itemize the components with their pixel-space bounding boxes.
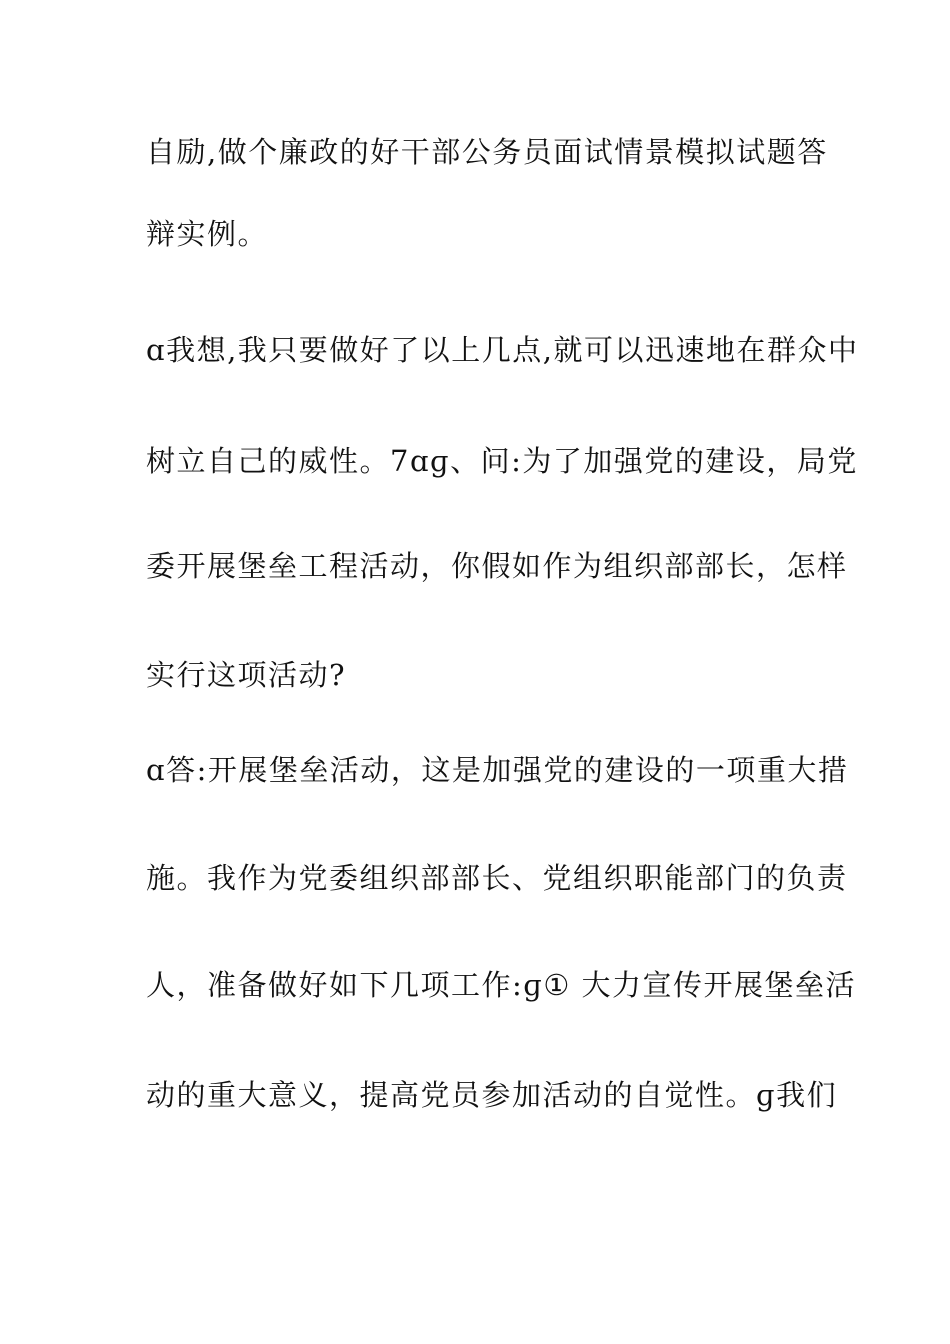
text-line: 辩实例。	[146, 217, 269, 251]
text-line: ɑ答:开展堡垒活动，这是加强党的建设的一项重大措	[146, 753, 849, 787]
text-line: ɑ我想,我只要做好了以上几点,就可以迅速地在群众中	[146, 333, 859, 367]
text-line: 委开展堡垒工程活动，你假如作为组织部部长，怎样	[146, 549, 848, 583]
text-line: 树立自己的威性。7ɑɡ、问:为了加强党的建设，局党	[146, 444, 858, 478]
text-line: 人，准备做好如下几项工作:ɡ① 大力宣传开展堡垒活	[146, 968, 857, 1002]
text-line: 实行这项活动?	[146, 658, 347, 692]
text-line: 动的重大意义，提高党员参加活动的自觉性。ɡ我们	[146, 1078, 838, 1112]
text-line: 自励,做个廉政的好干部公务员面试情景模拟试题答	[146, 135, 828, 169]
text-line: 施。我作为党委组织部部长、党组织职能部门的负责	[146, 861, 848, 895]
